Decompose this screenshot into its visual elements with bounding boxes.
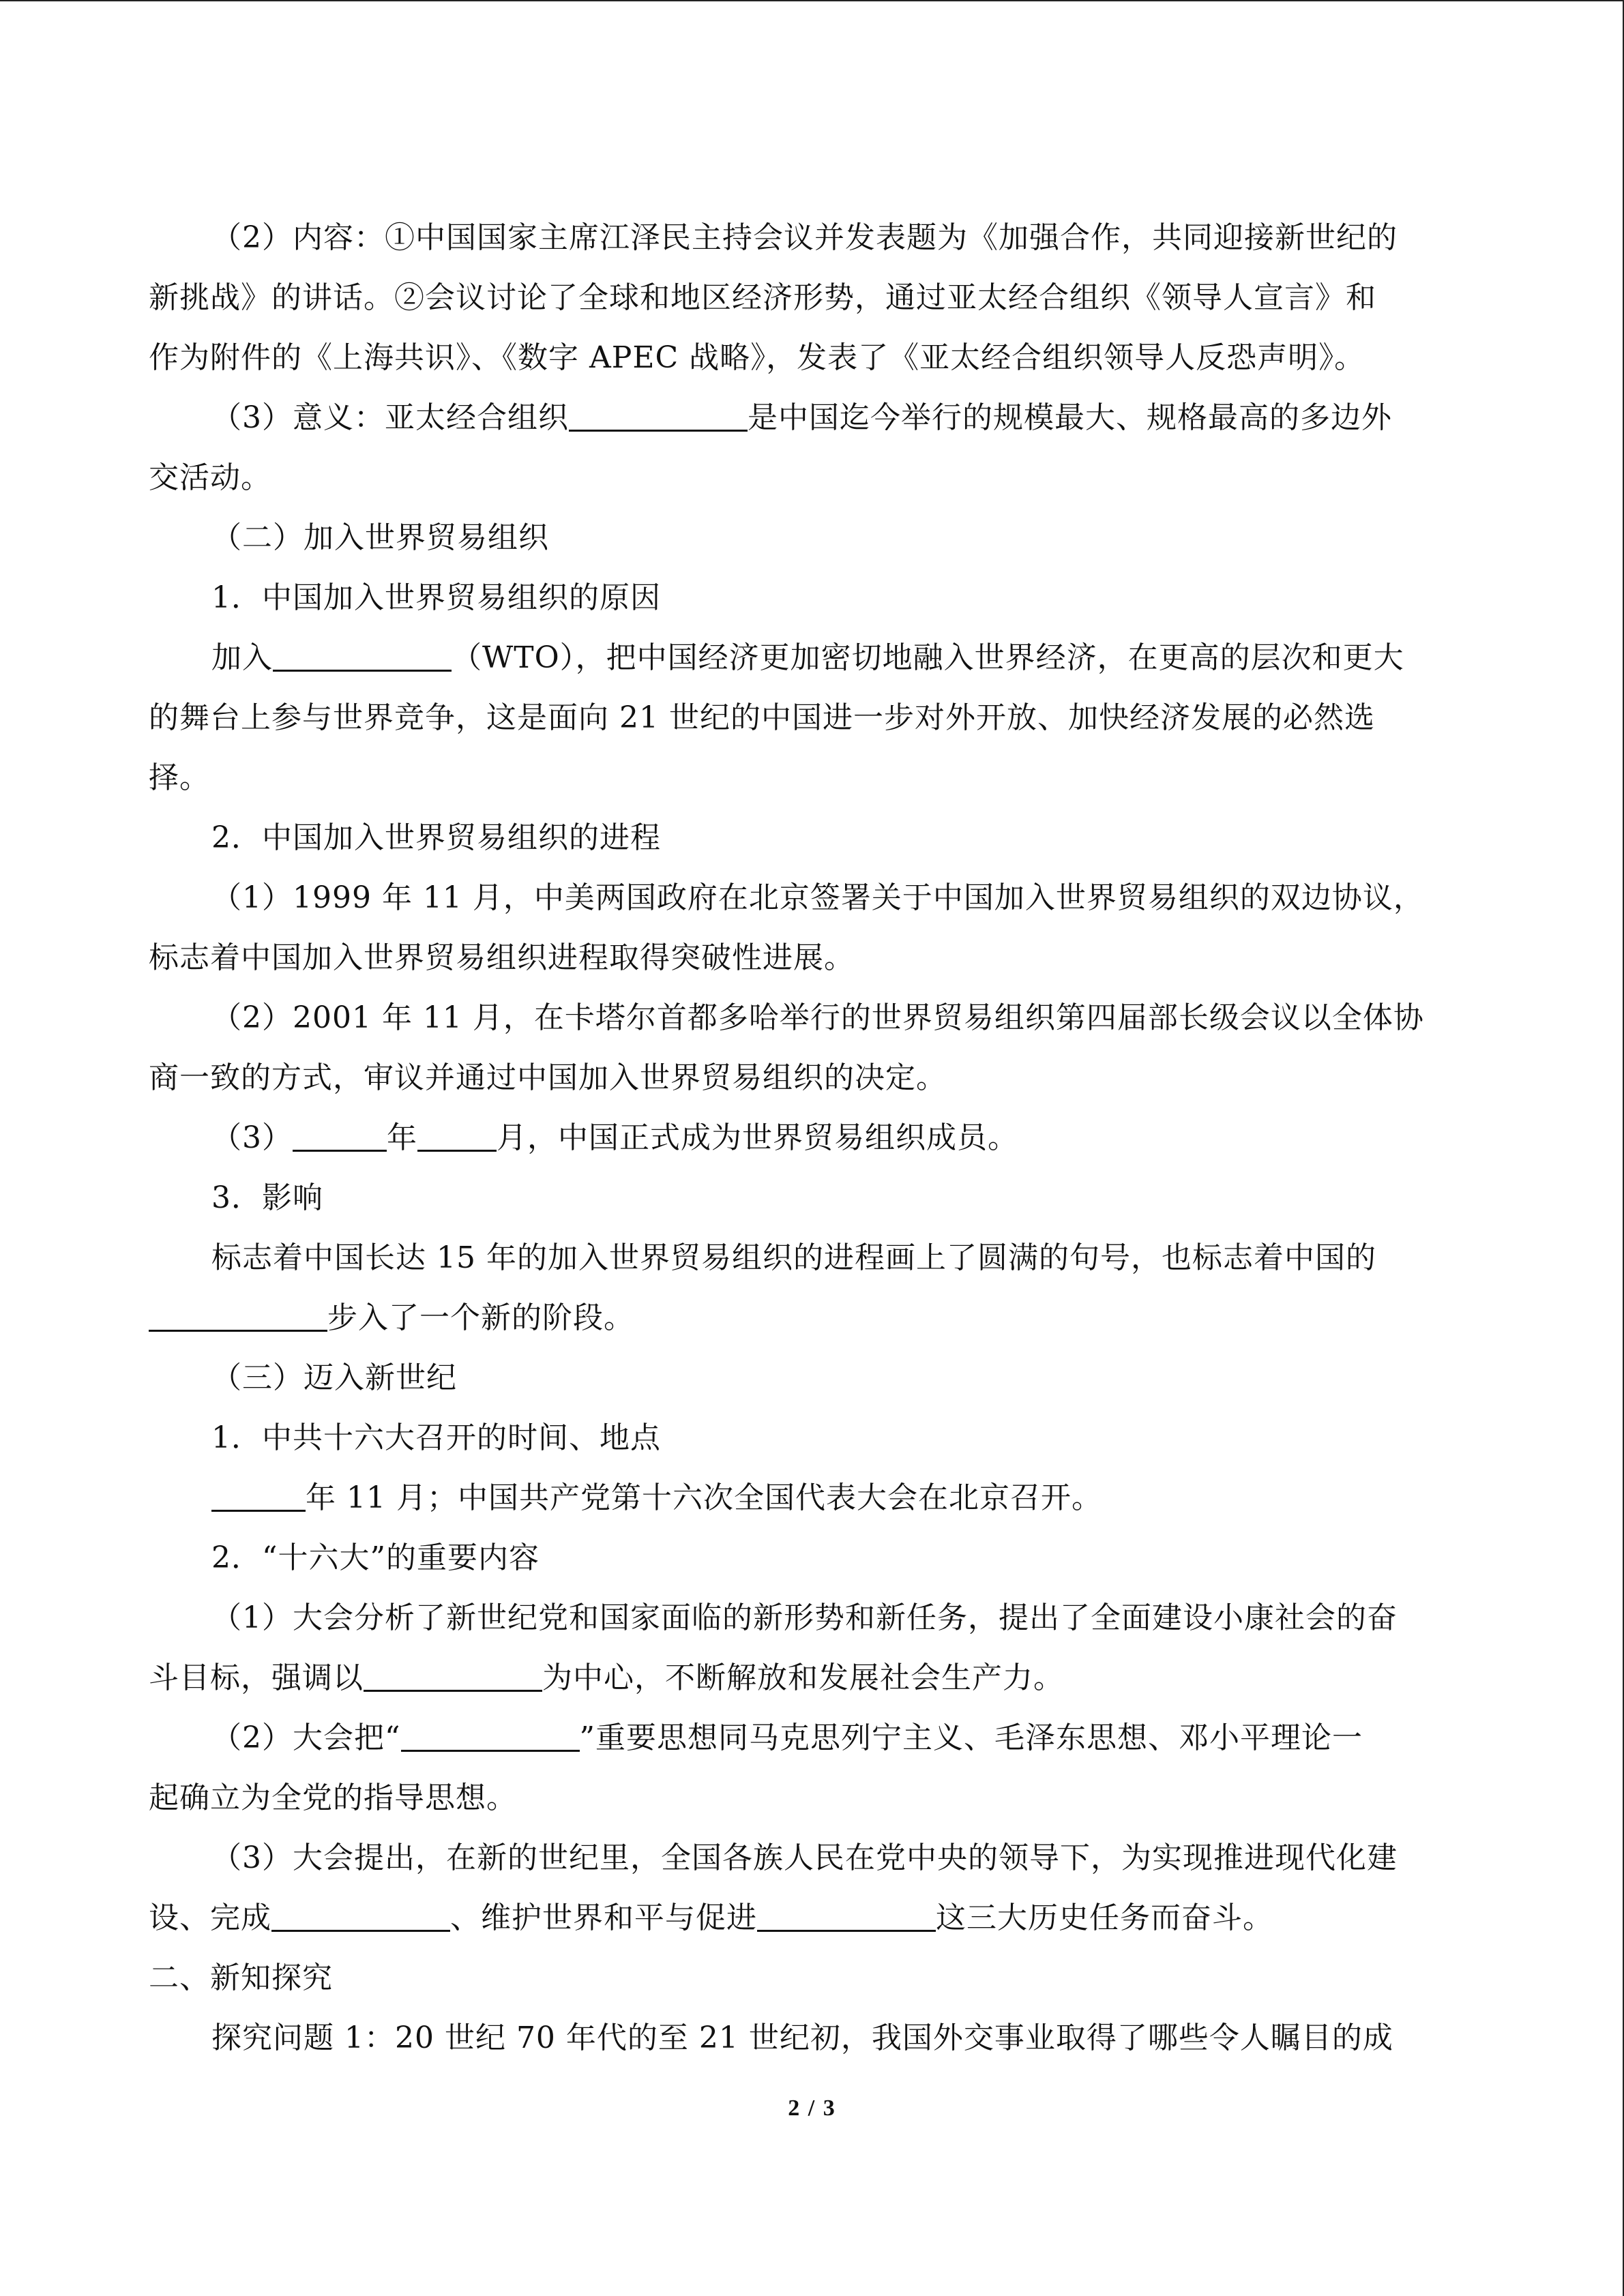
paragraph-line	[149, 1108, 1476, 1168]
fill-in-blank[interactable]	[271, 1900, 450, 1932]
paragraph-line: 的舞台上参与世界竞争，这是面向 21 世纪的中国进一步对外开放、加快经济发展的必然选	[149, 700, 1375, 735]
subsection-heading: 3．影响	[211, 1180, 323, 1215]
fill-in-blank[interactable]	[364, 1660, 542, 1692]
paragraph-line	[149, 1468, 1476, 1528]
fill-in-blank-year[interactable]	[293, 1120, 387, 1152]
fill-in-blank-month[interactable]	[417, 1120, 497, 1152]
paragraph-line: 标志着中国长达 15 年的加入世界贸易组织的进程画上了圆满的句号，也标志着中国的	[211, 1240, 1376, 1275]
line-text: （WTO），把中国经济更加密切地融入世界经济，在更高的层次和更大	[452, 640, 1404, 675]
line-text: （2）大会把“	[211, 1720, 401, 1755]
subsection-heading: 2．“十六大”的重要内容	[211, 1540, 540, 1575]
paragraph-line	[149, 628, 1476, 688]
fill-in-blank[interactable]	[757, 1900, 936, 1932]
section-heading: （二）加入世界贸易组织	[211, 520, 549, 555]
line-text: 设、完成	[149, 1900, 271, 1935]
document-body	[149, 208, 1476, 2068]
line-text: 为中心，不断解放和发展社会生产力。	[542, 1660, 1064, 1695]
subsection-heading: 2．中国加入世界贸易组织的进程	[211, 820, 661, 855]
paragraph-line: 作为附件的《上海共识》、《数字 APEC 战略》，发表了《亚太经合组织领导人反恐声明》。	[149, 340, 1365, 375]
line-text: 步入了一个新的阶段。	[327, 1300, 634, 1335]
section-heading: （三）迈入新世纪	[211, 1360, 457, 1395]
line-text: 、维护世界和平与促进	[450, 1900, 757, 1935]
paragraph-line: （2）2001 年 11 月，在卡塔尔首都多哈举行的世界贸易组织第四届部长级会议以全体协	[211, 1000, 1424, 1035]
paragraph-line: 交活动。	[149, 460, 271, 495]
line-text: 斗目标，强调以	[149, 1660, 364, 1695]
paragraph-line: （1）1999 年 11 月，中美两国政府在北京签署关于中国加入世界贸易组织的双边协议，	[211, 880, 1424, 915]
paragraph-line: 商一致的方式，审议并通过中国加入世界贸易组织的决定。	[149, 1060, 947, 1095]
subsection-heading: 1．中国加入世界贸易组织的原因	[211, 580, 661, 615]
section-heading: 二、新知探究	[149, 1960, 333, 1995]
paragraph-line	[149, 1708, 1476, 1768]
fill-in-blank[interactable]	[569, 400, 748, 432]
paragraph-line: （2）内容：①中国国家主席江泽民主持会议并发表题为《加强合作，共同迎接新世纪的	[211, 220, 1398, 255]
paragraph-line: 标志着中国加入世界贸易组织进程取得突破性进展。	[149, 940, 855, 975]
paragraph-line: 新挑战》的讲话。②会议讨论了全球和地区经济形势，通过亚太经合组织《领导人宣言》和	[149, 280, 1376, 315]
page-number: 2 / 3	[788, 2096, 836, 2121]
fill-in-blank[interactable]	[401, 1720, 580, 1752]
paragraph-line	[149, 1648, 1476, 1708]
fill-in-blank[interactable]	[149, 1300, 327, 1332]
line-text: （3）意义：亚太经合组织	[211, 400, 569, 435]
line-text: （3）	[211, 1120, 293, 1155]
line-text: 是中国迄今举行的规模最大、规格最高的多边外	[748, 400, 1392, 435]
subsection-heading: 1．中共十六大召开的时间、地点	[211, 1420, 661, 1455]
paragraph-line: （1）大会分析了新世纪党和国家面临的新形势和新任务，提出了全面建设小康社会的奋	[211, 1600, 1398, 1635]
paragraph-line	[149, 388, 1476, 448]
paragraph-line	[149, 1888, 1476, 1948]
line-text: 年 11 月；中国共产党第十六次全国代表大会在北京召开。	[306, 1480, 1102, 1515]
fill-in-blank-year[interactable]	[211, 1480, 306, 1512]
paragraph-line: 探究问题 1：20 世纪 70 年代的至 21 世纪初，我国外交事业取得了哪些令人瞩目的成	[211, 2021, 1393, 2055]
line-text: ”重要思想同马克思列宁主义、毛泽东思想、邓小平理论一	[579, 1720, 1363, 1755]
line-text: 这三大历史任务而奋斗。	[936, 1900, 1273, 1935]
paragraph-line: （3）大会提出，在新的世纪里，全国各族人民在党中央的领导下，为实现推进现代化建	[211, 1840, 1398, 1875]
line-text: 月，中国正式成为世界贸易组织成员。	[497, 1120, 1018, 1155]
paragraph-line	[149, 1288, 1476, 1348]
paragraph-line: 起确立为全党的指导思想。	[149, 1780, 517, 1815]
fill-in-blank[interactable]	[273, 640, 452, 672]
line-text: 年	[387, 1120, 417, 1155]
line-text: 加入	[211, 640, 273, 675]
paragraph-line: 择。	[149, 760, 210, 795]
